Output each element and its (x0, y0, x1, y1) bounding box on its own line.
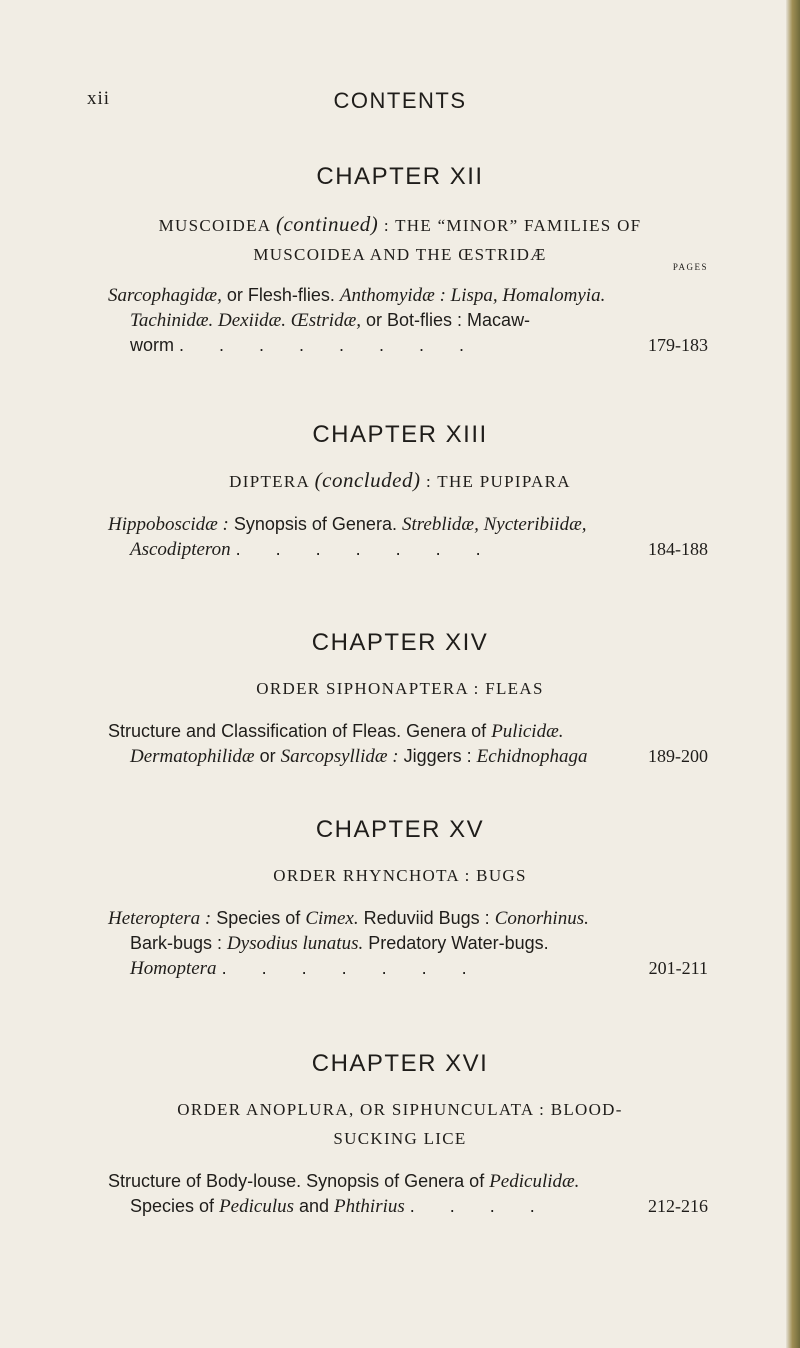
page-range: 184-188 (648, 539, 708, 559)
page-header (0, 88, 800, 118)
chapter-title: CHAPTER XV (315, 816, 485, 843)
page-range: 201-211 (648, 958, 708, 978)
running-title: CONTENTS (333, 88, 467, 113)
contents-entry[interactable]: Structure of Body-louse. Synopsis of Genera of Pediculidæ. Species of Pediculus and Phthirius . . . . 212-216 (108, 1171, 708, 1217)
chapter-subhead: ORDER RHYNCHOTA : BUGS (273, 866, 527, 885)
chapter-title: CHAPTER XII (316, 163, 484, 190)
chapter-title: CHAPTER XVI (311, 1050, 489, 1077)
chapter-subhead: ORDER SIPHONAPTERA : FLEAS (256, 679, 544, 698)
chapter-xvi (0, 1049, 800, 1219)
chapter-xv (0, 815, 800, 981)
chapter-subhead: MUSCOIDEA (continued) : THE “MINOR” FAMILIES OF MUSCOIDEA AND THE ŒSTRIDÆ (158, 212, 642, 264)
chapter-subhead: DIPTERA (concluded) : THE PUPIPARA (229, 468, 571, 492)
contents-entry[interactable]: Hippoboscidæ : Synopsis of Genera. Streblidæ, Nycteribiidæ, Ascodipteron . . . . . . . 184-188 (108, 514, 708, 560)
page-number: xii (87, 88, 111, 109)
chapter-xiv (0, 628, 800, 769)
contents-entry[interactable]: Heteroptera : Species of Cimex. Reduviid Bugs : Conorhinus. Bark-bugs : Dysodius lunatus. Predatory Water-bugs. Homoptera . . . . . . . 201-211 (108, 908, 708, 979)
page-range: 212-216 (648, 1196, 708, 1216)
chapter-xii (0, 162, 800, 358)
pages-column-label: PAGES (672, 262, 708, 272)
chapter-xiii (0, 420, 800, 562)
contents-entry[interactable]: Sarcophagidæ, or Flesh-flies. Anthomyidæ : Lispa, Homalomyia. Tachinidæ. Dexiidæ. Œstridæ, or Bot-flies : Macaw- worm . . . . . . . . 179-183 (108, 283, 708, 358)
chapter-subhead: ORDER ANOPLURA, OR SIPHUNCULATA : BLOOD- SUCKING LICE (177, 1100, 623, 1148)
chapter-title: CHAPTER XIII (312, 421, 488, 448)
page-range: 189-200 (648, 746, 708, 766)
chapter-title: CHAPTER XIV (311, 629, 489, 656)
contents-entry[interactable]: Structure and Classification of Fleas. Genera of Pulicidæ. Dermatophilidæ or Sarcopsyllidæ : Jiggers : Echidnophaga 189-200 (108, 721, 708, 767)
page-range: 179-183 (648, 335, 708, 355)
